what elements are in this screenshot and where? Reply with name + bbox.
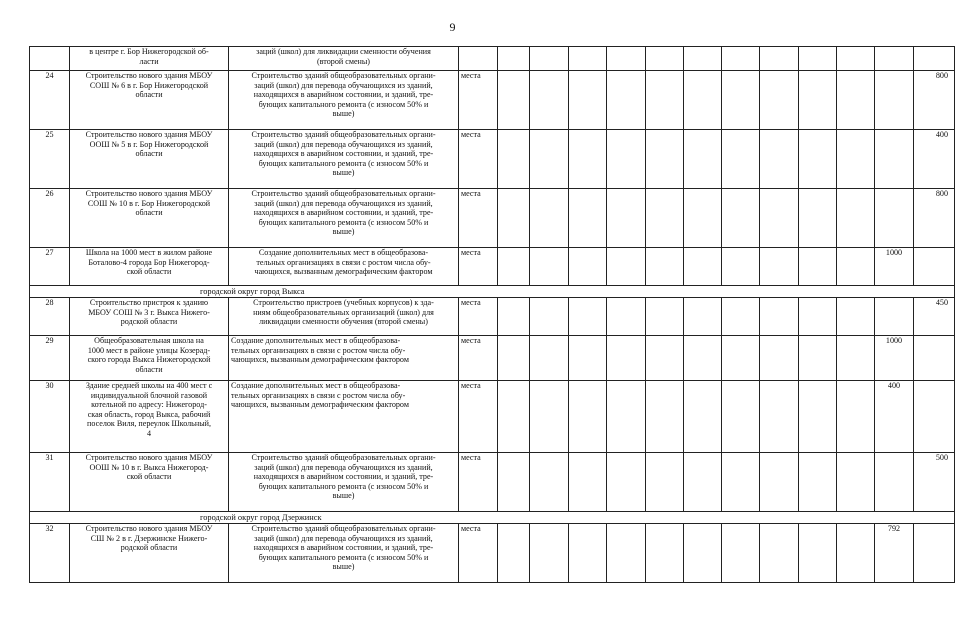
value-cell <box>498 381 530 453</box>
purpose-line: находящихся в аварийном состоянии, и зданий, тре- <box>253 90 434 100</box>
table-row <box>30 336 955 381</box>
value-cell <box>646 453 684 512</box>
value-cell <box>684 189 722 248</box>
section-title: городской округ город Выкса <box>30 286 955 298</box>
purpose-line: Строительство зданий общеобразовательных органи- <box>251 130 436 139</box>
row-number: 26 <box>30 189 70 248</box>
row-number <box>30 47 70 71</box>
value-cell <box>607 47 646 71</box>
purpose-line: Строительство зданий общеобразовательных органи- <box>251 71 436 80</box>
object-name-line: МБОУ СОШ № 3 г. Выкса Нижего- <box>88 307 210 317</box>
purpose-line: выше) <box>332 227 355 237</box>
table-row <box>30 47 955 71</box>
purpose-line: заций (школ) для перевода обучающихся из зданий, <box>254 139 433 149</box>
value-cell <box>569 248 607 286</box>
unit-cell: места <box>459 336 498 381</box>
value-cell <box>530 71 569 130</box>
value-cell <box>530 381 569 453</box>
capacity-cell-col15: 792 <box>875 524 914 583</box>
value-cell <box>569 47 607 71</box>
object-name-line: Общеобразовательная школа на <box>94 336 204 345</box>
table-row <box>30 248 955 286</box>
value-cell <box>837 336 875 381</box>
capacity-cell-col16 <box>914 248 955 286</box>
value-cell <box>799 189 837 248</box>
value-cell <box>799 381 837 453</box>
purpose-line: выше) <box>332 168 355 178</box>
table-row <box>30 453 955 512</box>
unit-cell: места <box>459 381 498 453</box>
capacity-cell-col16 <box>914 336 955 381</box>
capacity-cell-col16: 800 <box>914 71 955 130</box>
capacity-cell-col15 <box>875 189 914 248</box>
capacity-cell-col16 <box>914 381 955 453</box>
value-cell <box>530 524 569 583</box>
object-name-line: в центре г. Бор Нижегородской об- <box>89 47 209 56</box>
purpose-line: чающихся, вызванным демографическим фактором <box>231 400 409 410</box>
value-cell <box>722 248 760 286</box>
object-name-line: области <box>135 208 163 218</box>
unit-cell: места <box>459 453 498 512</box>
section-header-row <box>30 512 955 524</box>
purpose-line: бующих капитального ремонта (с износом 50% и <box>258 552 429 562</box>
object-name-line: ского города Выкса Нижегородской <box>87 355 211 365</box>
value-cell <box>607 189 646 248</box>
value-cell <box>684 453 722 512</box>
purpose-cell <box>229 47 459 71</box>
purpose-line: бующих капитального ремонта (с износом 50% и <box>258 217 429 227</box>
capacity-cell-col15 <box>875 130 914 189</box>
section-header-row <box>30 286 955 298</box>
row-number: 24 <box>30 71 70 130</box>
value-cell <box>607 298 646 336</box>
capacity-cell-col16: 400 <box>914 130 955 189</box>
capacity-cell-col15 <box>875 47 914 71</box>
object-name-line: Строительство нового здания МБОУ <box>85 130 213 139</box>
purpose-line: заций (школ) для перевода обучающихся из зданий, <box>254 198 433 208</box>
purpose-line: Строительство зданий общеобразовательных органи- <box>251 524 436 533</box>
value-cell <box>646 189 684 248</box>
value-cell <box>684 298 722 336</box>
purpose-cell <box>229 248 459 286</box>
capacity-cell-col15: 1000 <box>875 336 914 381</box>
value-cell <box>530 248 569 286</box>
object-name-line: Здание средней школы на 400 мест с <box>85 381 213 390</box>
value-cell <box>722 453 760 512</box>
object-name-line: котельной по адресу: Нижегород- <box>91 400 207 410</box>
purpose-line: заций (школ) для перевода обучающихся из зданий, <box>254 462 433 472</box>
value-cell <box>760 453 799 512</box>
value-cell <box>722 298 760 336</box>
value-cell <box>722 336 760 381</box>
purpose-cell <box>229 336 459 381</box>
value-cell <box>684 524 722 583</box>
value-cell <box>760 524 799 583</box>
value-cell <box>799 71 837 130</box>
value-cell <box>530 298 569 336</box>
value-cell <box>530 189 569 248</box>
value-cell <box>722 130 760 189</box>
value-cell <box>569 336 607 381</box>
value-cell <box>498 189 530 248</box>
value-cell <box>498 336 530 381</box>
object-name-line: области <box>135 90 163 100</box>
value-cell <box>646 381 684 453</box>
purpose-line: бующих капитального ремонта (с износом 50% и <box>258 158 429 168</box>
unit-cell <box>459 47 498 71</box>
object-name-line: родской области <box>120 543 178 553</box>
object-name-line: области <box>135 364 163 374</box>
value-cell <box>799 298 837 336</box>
value-cell <box>569 189 607 248</box>
value-cell <box>498 248 530 286</box>
purpose-line: находящихся в аварийном состоянии, и зданий, тре- <box>253 208 434 218</box>
value-cell <box>530 453 569 512</box>
capacity-cell-col16 <box>914 524 955 583</box>
object-name-line: ООШ № 10 в г. Выкса Нижегород- <box>89 462 209 472</box>
object-name-cell <box>70 248 229 286</box>
value-cell <box>837 130 875 189</box>
unit-cell: места <box>459 298 498 336</box>
value-cell <box>722 381 760 453</box>
section-title: городской округ город Дзержинск <box>30 512 955 524</box>
value-cell <box>607 336 646 381</box>
value-cell <box>837 453 875 512</box>
capacity-cell-col16: 500 <box>914 453 955 512</box>
purpose-line: бующих капитального ремонта (с износом 50% и <box>258 99 429 109</box>
value-cell <box>646 71 684 130</box>
row-number: 25 <box>30 130 70 189</box>
object-name-cell <box>70 130 229 189</box>
value-cell <box>569 130 607 189</box>
value-cell <box>607 248 646 286</box>
value-cell <box>646 298 684 336</box>
value-cell <box>722 47 760 71</box>
object-name-line: СШ № 2 в г. Дзержинске Нижего- <box>90 533 208 543</box>
row-number: 32 <box>30 524 70 583</box>
capacity-cell-col16: 800 <box>914 189 955 248</box>
value-cell <box>684 71 722 130</box>
value-cell <box>498 130 530 189</box>
purpose-line: находящихся в аварийном состоянии, и зданий, тре- <box>253 472 434 482</box>
value-cell <box>569 381 607 453</box>
value-cell <box>837 524 875 583</box>
object-name-line: родской области <box>120 317 178 327</box>
object-name-line: ской области <box>126 267 172 277</box>
row-number: 28 <box>30 298 70 336</box>
value-cell <box>684 381 722 453</box>
value-cell <box>569 524 607 583</box>
table-row <box>30 71 955 130</box>
object-name-line: индивидуальной блочной газовой <box>90 390 208 400</box>
capacity-cell-col16: 450 <box>914 298 955 336</box>
value-cell <box>722 71 760 130</box>
purpose-line: находящихся в аварийном состоянии, и зданий, тре- <box>253 149 434 159</box>
value-cell <box>530 47 569 71</box>
purpose-line: тельных организациях в связи с ростом числа обу- <box>231 345 406 355</box>
table-row <box>30 189 955 248</box>
purpose-line: Строительство зданий общеобразовательных органи- <box>251 453 436 462</box>
purpose-line: (второй смены) <box>316 56 370 66</box>
value-cell <box>569 71 607 130</box>
value-cell <box>760 381 799 453</box>
value-cell <box>760 248 799 286</box>
unit-cell: места <box>459 248 498 286</box>
purpose-cell <box>229 381 459 453</box>
value-cell <box>760 336 799 381</box>
object-name-cell <box>70 71 229 130</box>
object-name-line: Строительство нового здания МБОУ <box>85 453 213 462</box>
unit-cell: места <box>459 130 498 189</box>
row-number: 31 <box>30 453 70 512</box>
value-cell <box>799 524 837 583</box>
value-cell <box>646 47 684 71</box>
capacity-cell-col16 <box>914 47 955 71</box>
value-cell <box>646 130 684 189</box>
purpose-line: Строительство пристроев (учебных корпусов) к зда- <box>253 298 434 307</box>
value-cell <box>837 71 875 130</box>
row-number: 30 <box>30 381 70 453</box>
value-cell <box>837 248 875 286</box>
purpose-line: Создание дополнительных мест в общеобразова- <box>231 336 401 345</box>
value-cell <box>837 298 875 336</box>
value-cell <box>722 189 760 248</box>
value-cell <box>646 336 684 381</box>
purpose-line: Создание дополнительных мест в общеобразова- <box>258 248 429 257</box>
object-name-cell <box>70 47 229 71</box>
object-name-line: Школа на 1000 мест в жилом районе <box>85 248 213 257</box>
value-cell <box>760 189 799 248</box>
purpose-cell <box>229 453 459 512</box>
value-cell <box>837 47 875 71</box>
object-name-line: области <box>135 149 163 159</box>
value-cell <box>498 453 530 512</box>
purpose-line: ликвидации сменности обучения (второй смены) <box>259 317 428 327</box>
object-name-line: Боталово-4 города Бор Нижегород- <box>88 257 210 267</box>
purpose-line: находящихся в аварийном состоянии, и зданий, тре- <box>253 543 434 553</box>
object-name-line: ООШ № 5 в г. Бор Нижегородской <box>89 139 209 149</box>
object-name-line: 4 <box>146 428 152 438</box>
purpose-line: чающихся, вызванным демографическим фактором <box>254 267 433 277</box>
object-name-cell <box>70 381 229 453</box>
value-cell <box>646 248 684 286</box>
object-name-line: Строительство пристроя к зданию <box>89 298 209 307</box>
purpose-line: тельных организациях в связи с ростом числа обу- <box>231 390 406 400</box>
purpose-line: чающихся, вызванным демографическим фактором <box>231 355 409 365</box>
value-cell <box>607 381 646 453</box>
object-name-cell <box>70 189 229 248</box>
value-cell <box>607 524 646 583</box>
value-cell <box>684 336 722 381</box>
capacity-cell-col15 <box>875 298 914 336</box>
object-name-cell <box>70 453 229 512</box>
purpose-cell <box>229 524 459 583</box>
row-number: 29 <box>30 336 70 381</box>
object-name-line: поселок Виля, переулок Школьный, <box>86 419 212 429</box>
value-cell <box>569 453 607 512</box>
object-name-line: СОШ № 6 в г. Бор Нижегородской <box>89 80 209 90</box>
value-cell <box>569 298 607 336</box>
table-row <box>30 298 955 336</box>
purpose-line: Строительство зданий общеобразовательных органи- <box>251 189 436 198</box>
object-name-line: ласти <box>139 56 159 66</box>
value-cell <box>799 453 837 512</box>
unit-cell: места <box>459 71 498 130</box>
object-name-cell <box>70 298 229 336</box>
row-number: 27 <box>30 248 70 286</box>
value-cell <box>498 71 530 130</box>
table-body <box>30 47 955 583</box>
value-cell <box>498 298 530 336</box>
purpose-line: выше) <box>332 109 355 119</box>
value-cell <box>530 130 569 189</box>
value-cell <box>498 47 530 71</box>
purpose-line: бующих капитального ремонта (с износом 50% и <box>258 481 429 491</box>
capacity-cell-col15: 400 <box>875 381 914 453</box>
purpose-line: заций (школ) для перевода обучающихся из зданий, <box>254 533 433 543</box>
table-row <box>30 524 955 583</box>
value-cell <box>799 47 837 71</box>
capacity-cell-col15: 1000 <box>875 248 914 286</box>
purpose-cell <box>229 130 459 189</box>
purpose-line: Создание дополнительных мест в общеобразова- <box>231 381 401 390</box>
purpose-line: ниям общеобразовательных организаций (школ) для <box>253 307 434 317</box>
purpose-line: выше) <box>332 491 355 501</box>
object-name-line: 1000 мест в районе улицы Козерад- <box>87 345 211 355</box>
object-name-line: ская область, город Выкса, рабочий <box>87 409 211 419</box>
table-row <box>30 381 955 453</box>
object-name-line: ской области <box>126 472 172 482</box>
object-name-line: Строительство нового здания МБОУ <box>85 189 213 198</box>
value-cell <box>760 130 799 189</box>
investment-objects-table <box>29 46 955 583</box>
capacity-cell-col15 <box>875 453 914 512</box>
value-cell <box>684 47 722 71</box>
value-cell <box>607 71 646 130</box>
purpose-line: тельных организациях в связи с ростом числа обу- <box>256 257 431 267</box>
object-name-line: Строительство нового здания МБОУ <box>85 71 213 80</box>
object-name-cell <box>70 524 229 583</box>
purpose-cell <box>229 71 459 130</box>
value-cell <box>837 189 875 248</box>
value-cell <box>684 248 722 286</box>
value-cell <box>837 381 875 453</box>
value-cell <box>760 298 799 336</box>
value-cell <box>607 453 646 512</box>
object-name-cell <box>70 336 229 381</box>
value-cell <box>607 130 646 189</box>
unit-cell: места <box>459 189 498 248</box>
purpose-line: выше) <box>332 562 355 572</box>
value-cell <box>722 524 760 583</box>
purpose-cell <box>229 189 459 248</box>
page-number: 9 <box>449 20 456 34</box>
object-name-line: СОШ № 10 в г. Бор Нижегородской <box>87 198 211 208</box>
value-cell <box>498 524 530 583</box>
purpose-cell <box>229 298 459 336</box>
purpose-line: заций (школ) для ликвидации сменности обучения <box>256 47 431 56</box>
purpose-line: заций (школ) для перевода обучающихся из зданий, <box>254 80 433 90</box>
value-cell <box>799 248 837 286</box>
capacity-cell-col15 <box>875 71 914 130</box>
value-cell <box>799 336 837 381</box>
table-row <box>30 130 955 189</box>
object-name-line: Строительство нового здания МБОУ <box>85 524 213 533</box>
value-cell <box>684 130 722 189</box>
value-cell <box>646 524 684 583</box>
value-cell <box>530 336 569 381</box>
value-cell <box>799 130 837 189</box>
value-cell <box>760 71 799 130</box>
unit-cell: места <box>459 524 498 583</box>
value-cell <box>760 47 799 71</box>
